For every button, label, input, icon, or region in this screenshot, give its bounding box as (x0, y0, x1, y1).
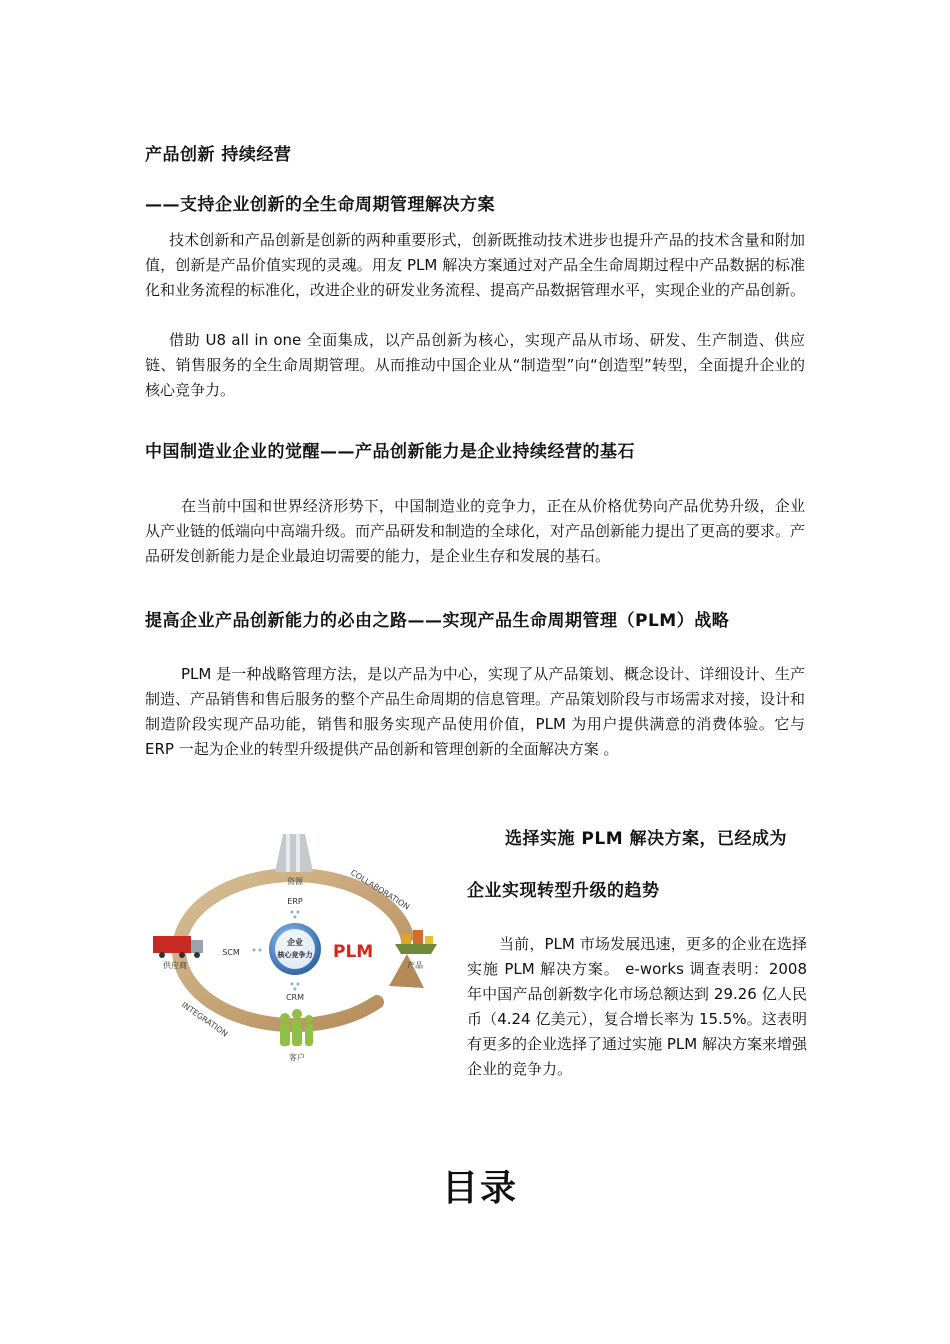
ring-arrow-icon (389, 954, 424, 988)
plm-lifecycle-diagram (145, 826, 445, 1071)
plm-logo: PLM (333, 942, 374, 962)
section3-heading-line1: 选择实施 PLM 解决方案，已经成为 (505, 829, 788, 849)
section2-heading: 提高企业产品创新能力的必由之路——实现产品生命周期管理（PLM）战略 (145, 611, 730, 631)
supplier-label: 供应商 (163, 961, 187, 970)
resource-label: 资源 (287, 877, 303, 886)
intro-paragraph-2: 借助 U8 all in one 全面集成，以产品创新为核心，实现产品从市场、研发、生产制造、供应链、销售服务的全生命周期管理。从而推动中国企业从“制造型”向“创造型”转型，全面提升企业的核心竞争力。 (145, 331, 805, 399)
crm-label: CRM (285, 993, 305, 1002)
doc-subtitle: ——支持企业创新的全生命周期管理解决方案 (145, 195, 495, 215)
customers-icon (280, 1009, 313, 1046)
collaboration-label: COLLABORATION (348, 868, 412, 912)
dots-left-icon (253, 949, 262, 952)
dots-bottom-icon (291, 983, 300, 991)
section3-heading-line2: 企业实现转型升级的趋势 (467, 881, 660, 901)
customer-label: 客户 (289, 1053, 305, 1062)
toc-heading: 目录 (442, 1168, 519, 1209)
core-label-line1: 企业 (287, 938, 303, 947)
core-label-line2: 核心竞争力 (277, 951, 313, 959)
section1-body: 在当前中国和世界经济形势下，中国制造业的竞争力，正在从价格优势向产品优势升级，企业从产业链的低端向中高端升级。而产品研发和制造的全球化，对产品创新能力提出了更高的要求。产品研发创新能力是企业最迫切需要的能力，是企业生存和发展的基石。 (145, 497, 806, 565)
integration-label: INTEGRATION (179, 1000, 230, 1039)
resource-tower-icon (275, 834, 313, 872)
section2-body: PLM 是一种战略管理方法，是以产品为中心，实现了从产品策划、概念设计、详细设计、生产制造、产品销售和售后服务的整个产品生命周期的信息管理。产品策划阶段与市场需求对接，设计和制造阶段实现产品功能，销售和服务实现产品使用价值，PLM 为用户提供满意的消费体验。它与 ERP 一起为企业的转型升级提供产品创新和管理创新的全面解决方案 。 (145, 665, 806, 758)
scm-label: SCM (222, 948, 240, 957)
section1-heading: 中国制造业企业的觉醒——产品创新能力是企业持续经营的基石 (145, 442, 635, 462)
erp-label: ERP (287, 897, 303, 906)
intro-paragraph-1: 技术创新和产品创新是创新的两种重要形式，创新既推动技术进步也提升产品的技术含量和附加值，创新是产品价值实现的灵魂。用友 PLM 解决方案通过对产品全生命周期过程中产品数据的标准化和业务流程的标准化，改进企业的研发业务流程、提高产品数据管理水平，实现企业的产品创新。 (145, 231, 806, 299)
dots-top-icon (291, 911, 300, 919)
doc-title: 产品创新 持续经营 (145, 145, 292, 165)
section3-body: 当前，PLM 市场发展迅速，更多的企业在选择实施 PLM 解决方案。 e-works 调查表明：2008 年中国产品创新数字化市场总额达到 29.26 亿人民币（4.24 亿美元），复合增长率为 15.5%。这表明有更多的企业选择了通过实施 PLM 解决方案来增强企业的竞争力。 (467, 935, 807, 1078)
product-label: 产品 (407, 961, 423, 970)
